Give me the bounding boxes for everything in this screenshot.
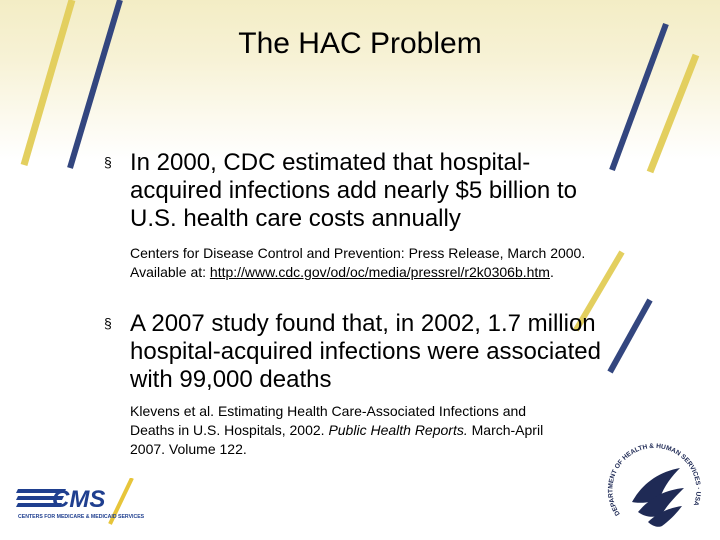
reference-line: 2007. Volume 122. (130, 441, 247, 457)
bullet-text (130, 310, 700, 394)
cms-wordmark: CMS (52, 486, 106, 513)
cms-tagline: CENTERS FOR MEDICARE & MEDICAID SERVICES (18, 514, 144, 520)
journal-title: Public Health Reports. (328, 422, 468, 438)
bullet-text-line: A 2007 study found that, in 2002, 1.7 million (130, 310, 596, 337)
reference-citation (130, 244, 585, 282)
bullet-text-line: hospital-acquired infections were associated (130, 338, 601, 365)
hhs-seal (598, 432, 706, 532)
hhs-eagle-icon (632, 468, 684, 527)
bullet-text-line: In 2000, CDC estimated that hospital- (130, 149, 531, 176)
bullet-marker: § (104, 315, 112, 331)
reference-line: Klevens et al. Estimating Health Care-Associated Infections and (130, 403, 527, 419)
bullet-text-line: with 99,000 deaths (130, 366, 332, 393)
reference-suffix: March-April (467, 422, 544, 438)
reference-link[interactable]: http://www.cdc.gov/od/oc/media/pressrel/r2k0306b.htm (209, 264, 550, 280)
hhs-seal-text: DEPARTMENT OF HEALTH & HUMAN SERVICES · USA (607, 442, 702, 517)
reference-prefix: Available at: (130, 264, 210, 280)
bullet-text-line: acquired infections add nearly $5 billion to (130, 177, 577, 204)
cms-logo (14, 478, 144, 526)
bullet-marker: § (104, 154, 112, 170)
reference-line (130, 263, 585, 282)
reference-line: Centers for Disease Control and Prevention: Press Release, March 2000. (130, 245, 586, 261)
reference-prefix: Deaths in U.S. Hospitals, 2002. (130, 422, 329, 438)
reference-citation (130, 402, 543, 459)
gold-stripe-left (24, 0, 72, 165)
bullet-text (130, 149, 700, 233)
reference-suffix: . (549, 264, 554, 280)
bullet-text-line: U.S. health care costs annually (130, 205, 461, 232)
slide-title: The HAC Problem (238, 27, 482, 60)
reference-line (130, 421, 543, 440)
